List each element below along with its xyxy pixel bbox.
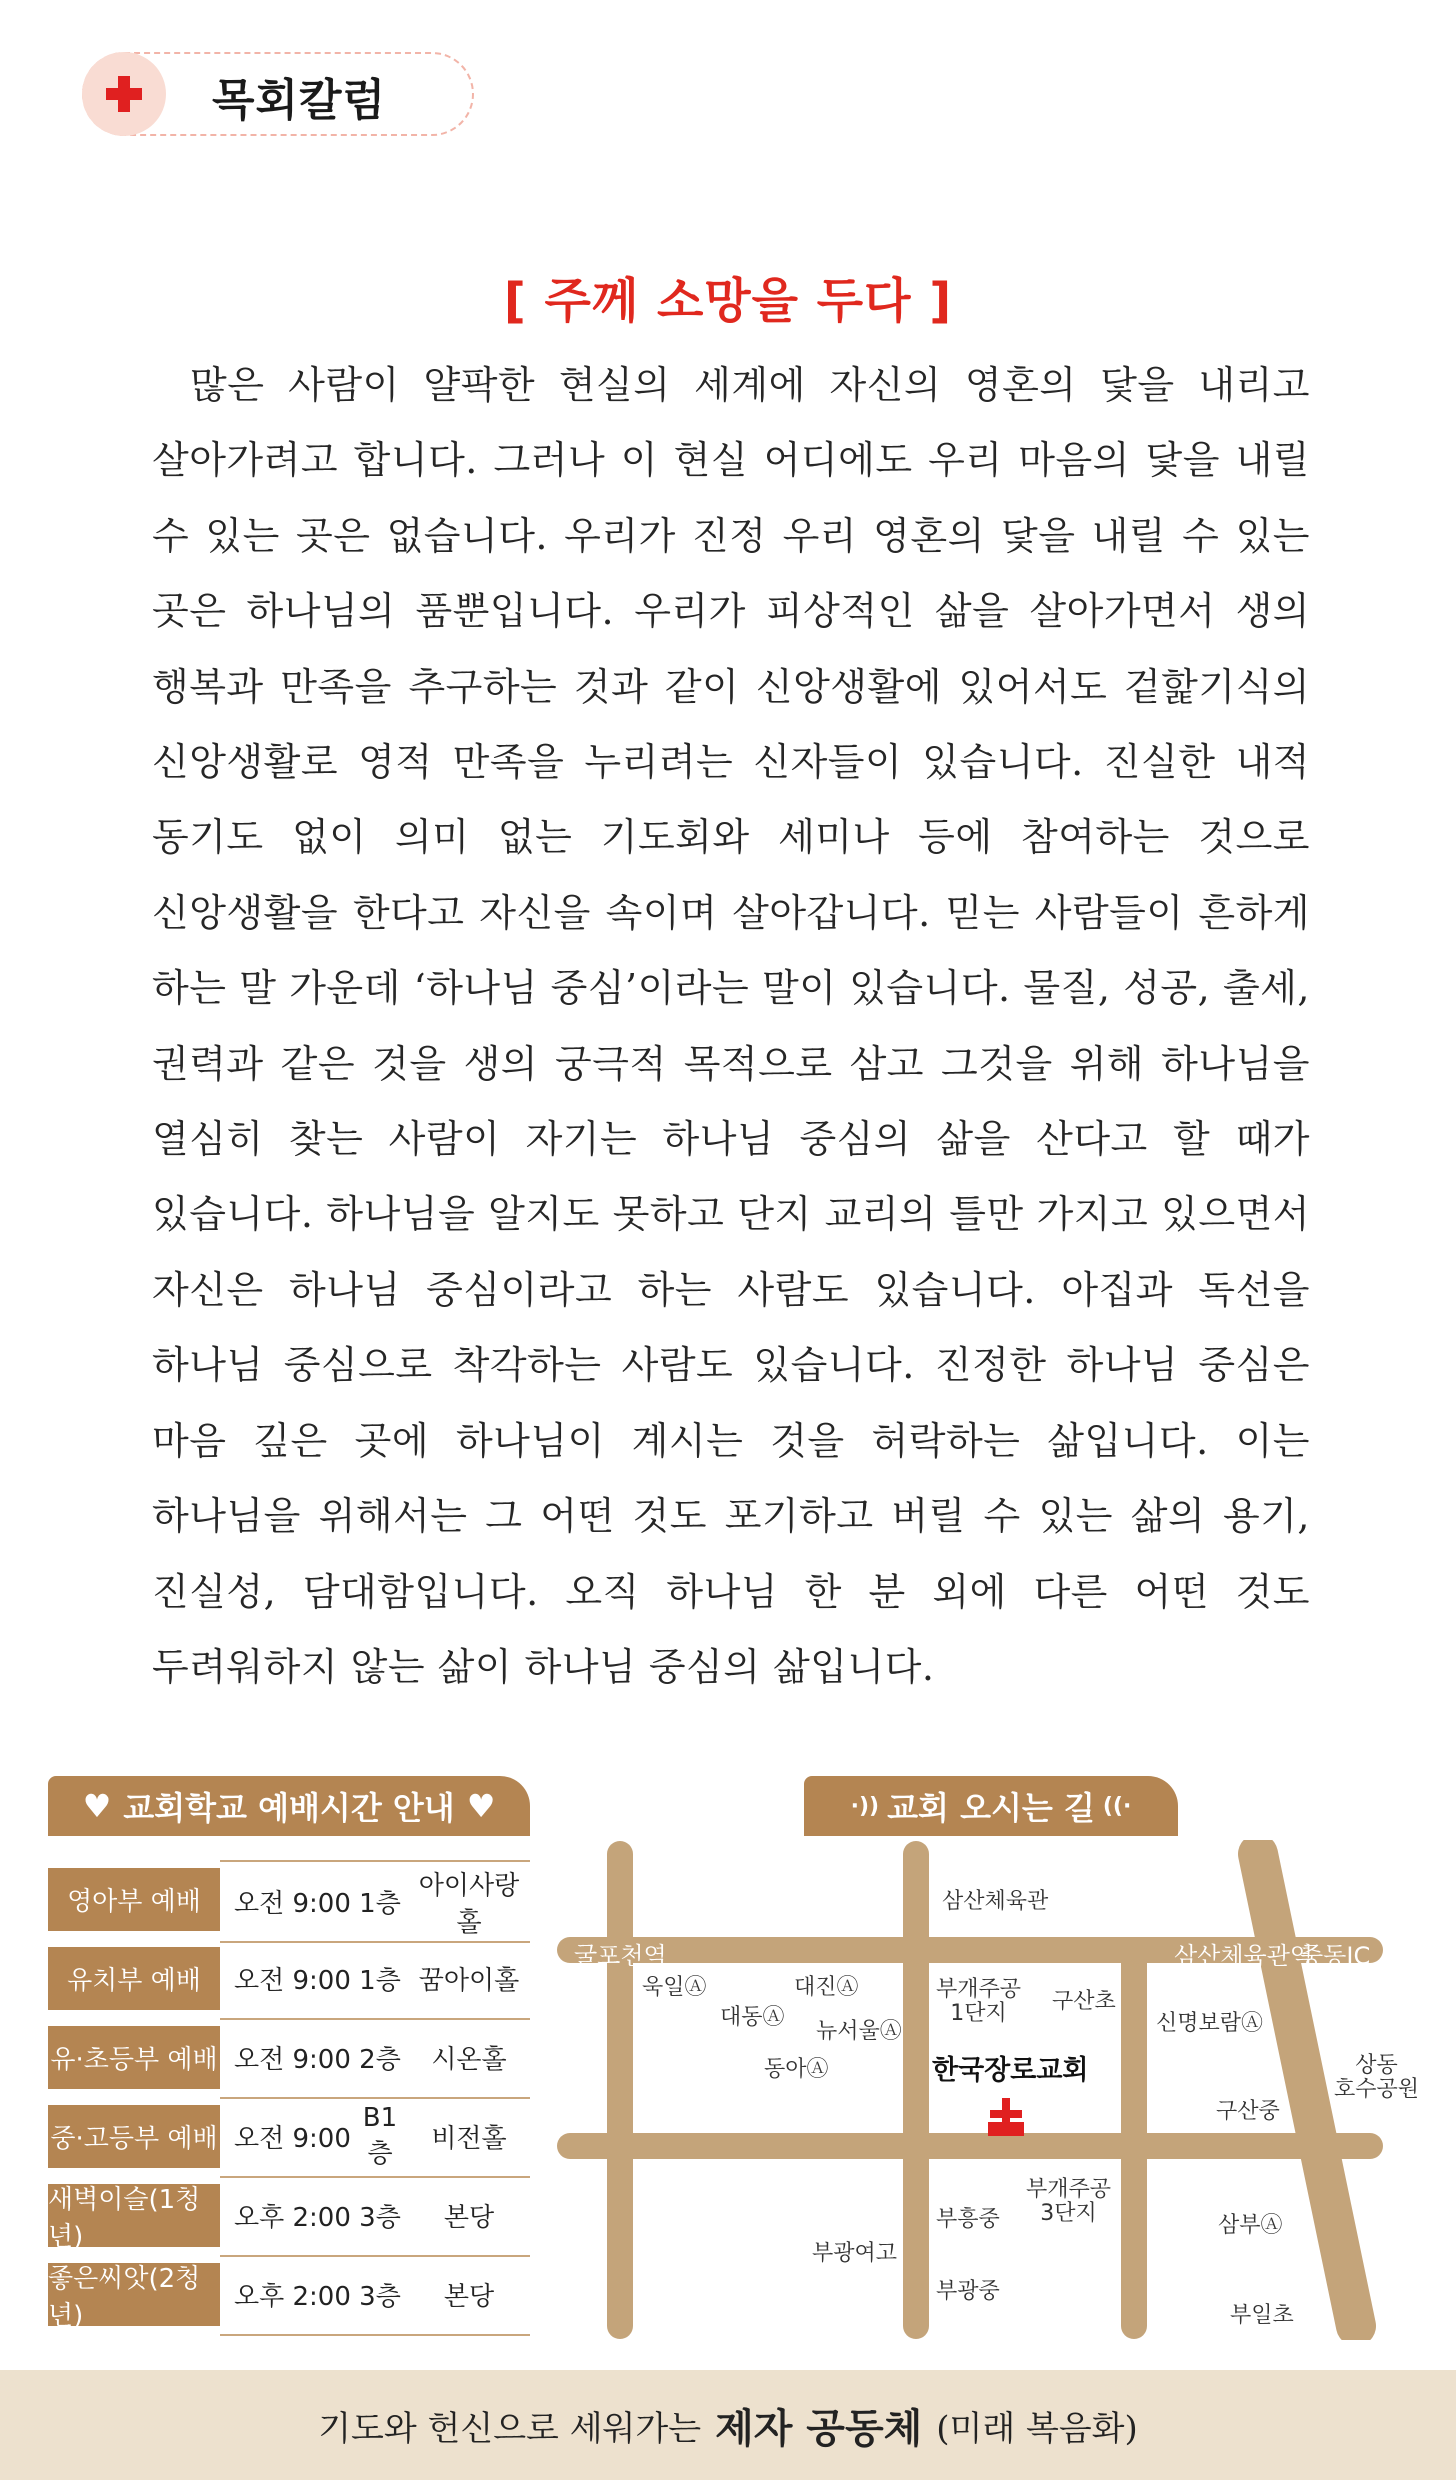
signal-right-icon: ((· xyxy=(1102,1793,1132,1819)
map-label-group xyxy=(1026,2178,1111,2226)
map-label: 중동IC xyxy=(1300,1942,1371,1970)
schedule-title: 교회학교 예배시간 안내 xyxy=(123,1789,455,1827)
map-label: 호수공원 xyxy=(1334,2077,1420,2102)
map-label-group xyxy=(1334,2054,1419,2102)
map-label: 구산중 xyxy=(1216,2099,1280,2124)
dept-label: 새벽이슬(1청년) xyxy=(48,2184,220,2247)
map-label: 삼산체육관역 xyxy=(1174,1942,1314,1970)
directions-title: 교회 오시는 길 xyxy=(887,1789,1095,1827)
footer-banner xyxy=(0,2370,1456,2480)
schedule-row xyxy=(48,2176,530,2255)
hall: 본당 xyxy=(443,2203,495,2233)
map-label: 욱일Ⓐ xyxy=(642,1975,707,2000)
church-label: 한국장로교회 xyxy=(932,2055,1089,2086)
map-label: 삼부Ⓐ xyxy=(1218,2213,1283,2238)
map-label: 굴포천역 xyxy=(574,1942,667,1970)
map-label-group xyxy=(936,1978,1021,2026)
floor: 3층 xyxy=(359,2203,401,2233)
schedule-header xyxy=(48,1776,530,1836)
schedule-table xyxy=(48,1860,530,2334)
map-label: 동아Ⓐ xyxy=(764,2057,829,2082)
map-label: 뉴서울Ⓐ xyxy=(816,2019,902,2044)
section-title: 목회칼럼 xyxy=(212,75,387,126)
floor: 1층 xyxy=(359,1889,401,1919)
map-label: 신명보람Ⓐ xyxy=(1156,2011,1264,2036)
time: 오후 2:00 xyxy=(234,2282,351,2312)
map-label: 부개주공 xyxy=(936,1977,1022,2002)
time: 오전 9:00 xyxy=(234,2045,351,2075)
schedule-row xyxy=(48,1860,530,1939)
hall: 꿈아이홀 xyxy=(418,1966,520,1996)
dept-label: 유치부 예배 xyxy=(48,1947,220,2010)
map-label: 대동Ⓐ xyxy=(720,2005,785,2030)
signal-left-icon: ·)) xyxy=(850,1793,880,1819)
map-label: 삼산체육관 xyxy=(942,1889,1049,1914)
floor: B1층 xyxy=(362,2103,398,2169)
map-label: 부일초 xyxy=(1230,2303,1294,2328)
dept-label: 좋은씨앗(2청년) xyxy=(48,2263,220,2326)
church-icon xyxy=(990,2098,1022,2136)
heart-icon: ♥ xyxy=(466,1787,496,1825)
time: 오전 9:00 xyxy=(234,2124,351,2154)
map-label: 1단지 xyxy=(950,2001,1007,2026)
map-label: 부광중 xyxy=(936,2279,1000,2304)
map-label: 대진Ⓐ xyxy=(794,1975,859,2000)
map-label: 3단지 xyxy=(1040,2201,1097,2226)
schedule-row xyxy=(48,1939,530,2018)
footer-suffix: (미래 복음화) xyxy=(936,2408,1138,2449)
map-label: 상동 xyxy=(1355,2053,1398,2078)
map-label: 구산초 xyxy=(1052,1989,1116,2014)
map-label: 부흥중 xyxy=(936,2207,1000,2232)
floor: 2층 xyxy=(359,2045,401,2075)
column-title: [ 주께 소망을 두다 ] xyxy=(503,273,953,329)
floor: 1층 xyxy=(359,1966,401,1996)
schedule-row xyxy=(48,2018,530,2097)
footer-emphasis: 제자 공동체 xyxy=(715,2404,923,2452)
dept-label: 영아부 예배 xyxy=(48,1868,220,1931)
time: 오전 9:00 xyxy=(234,1966,351,1996)
cross-icon xyxy=(106,76,142,112)
dept-label: 유·초등부 예배 xyxy=(48,2026,220,2089)
map-label: 부개주공 xyxy=(1026,2177,1112,2202)
hall: 시온홀 xyxy=(431,2045,507,2075)
footer-prefix: 기도와 헌신으로 세워가는 xyxy=(318,2408,702,2449)
column-body: 많은 사람이 얄팍한 현실의 세계에 자신의 영혼의 닻을 내리고 살아가려고 합니다. 그러나 이 현실 어디에도 우리 마음의 닻을 내릴 수 있는 곳은 없습니다. 우리가 진정 우리 영혼의 닻을 내릴 수 있는 곳은 하나님의 품뿐입니다. 우리가 피상적인 삶을 살아가면서 생의 행복과 만족을 추구하는 것과 같이 신앙생활에 있어서도 겉핥기식의 신앙생활로 영적 만족을 누리려는 신자들이 있습니다. 진실한 내적 동기도 없이 의미 없는 기도회와 세미나 등에 참여하는 것으로 신앙생활을 한다고 자신을 속이며 살아갑니다. 믿는 사람들이 흔하게 하는 말 가운데 ‘하나님 중심’이라는 말이 있습니다. 물질, 성공, 출세, 권력과 같은 것을 생의 궁극적 목적으로 삼고 그것을 위해 하나님을 열심히 찾는 사람이 자기는 하나님 중심의 삶을 산다고 할 때가 있습니다. 하나님을 알지도 못하고 단지 교리의 틀만 가지고 있으면서 자신은 하나님 중심이라고 하는 사람도 있습니다. 아집과 독선을 하나님 중심으로 착각하는 사람도 있습니다. 진정한 하나님 중심은 마음 깊은 곳에 하나님이 계시는 것을 허락하는 삶입니다. 이는 하나님을 위해서는 그 어떤 것도 포기하고 버릴 수 있는 삶의 용기, 진실성, 담대함입니다. 오직 하나님 한 분 외에 다른 어떤 것도 두려워하지 않는 삶이 하나님 중심의 삶입니다. xyxy=(152,363,1310,1689)
dept-label: 중·고등부 예배 xyxy=(48,2105,220,2168)
hall: 본당 xyxy=(443,2282,495,2312)
hall: 아이사랑홀 xyxy=(418,1870,520,1938)
church-map xyxy=(556,1840,1420,2340)
schedule-row xyxy=(48,2097,530,2176)
directions-header xyxy=(804,1776,1178,1836)
time: 오후 2:00 xyxy=(234,2203,351,2233)
floor: 3층 xyxy=(359,2282,401,2312)
hall: 비전홀 xyxy=(431,2124,507,2154)
heart-icon: ♥ xyxy=(82,1787,112,1825)
schedule-row xyxy=(48,2255,530,2334)
map-roads xyxy=(556,1840,1384,2340)
time: 오전 9:00 xyxy=(234,1889,351,1919)
map-label: 부광여고 xyxy=(812,2241,898,2266)
